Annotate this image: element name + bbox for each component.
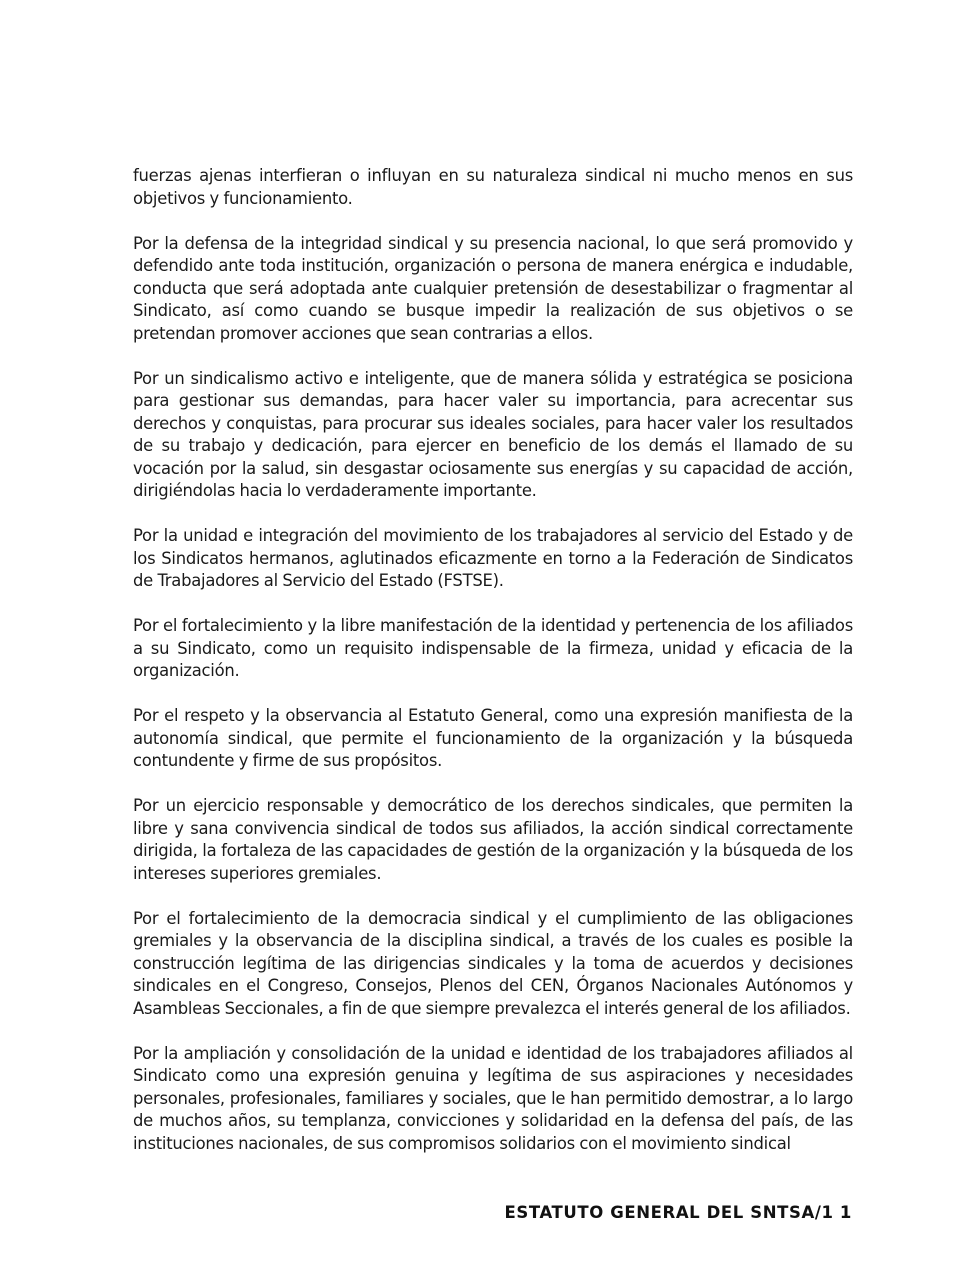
paragraph: Por la ampliación y consolidación de la unidad e identidad de los trabajadores afiliados al Sindicato como una expresión genuina y legítima de sus aspiraciones y necesidades personales, profesionales, familiares y sociales, que le han permitido demostrar, a lo largo de muchos años, su templanza, convicciones y solidaridad en la defensa del país, de las instituciones nacionales, de sus compromisos solidarios con el movimiento sindical bbox=[133, 1043, 853, 1153]
paragraph: Por el respeto y la observancia al Estatuto General, como una expresión manifiesta de la autonomía sindical, que permite el funcionamiento de la organización y la búsqueda contundente y firme de sus propósitos. bbox=[133, 706, 853, 770]
paragraph: Por la defensa de la integridad sindical y su presencia nacional, lo que será promovido y defendido ante toda institución, organización o persona de manera enérgica e indudable, conducta que será adoptada ante cualquier pretensión de desestabilizar o fragmentar al Sindicato, así como cuando se busque impedir la realización de sus objetivos o se pretendan promover acciones que sean contrarias a ellos. bbox=[133, 233, 853, 343]
paragraph: Por un sindicalismo activo e inteligente, que de manera sólida y estratégica se posiciona para gestionar sus demandas, para hacer valer su importancia, para acrecentar sus derechos y conquistas, para procurar sus ideales sociales, para hacer valer los resultados de su trabajo y dedicación, para ejercer en beneficio de los demás el llamado de su vocación por la salud, sin desgastar ociosamente sus energías y su capacidad de acción, dirigiéndolas hacia lo verdaderamente importante. bbox=[133, 368, 853, 500]
paragraph: fuerzas ajenas interfieran o influyan en su naturaleza sindical ni mucho menos en sus objetivos y funcionamiento. bbox=[133, 166, 853, 208]
paragraph: Por un ejercicio responsable y democrático de los derechos sindicales, que permiten la libre y sana convivencia sindical de todos sus afiliados, la acción sindical correctamente dirigida, la fortaleza de las capacidades de gestión de la organización y la búsqueda de los intereses superiores gremiales. bbox=[133, 796, 853, 883]
paragraph: Por el fortalecimiento de la democracia sindical y el cumplimiento de las obligaciones gremiales y la observancia de la disciplina sindical, a través de los cuales es posible la construcción legítima de las dirigencias sindicales y la toma de acuerdos y decisiones sindicales en el Congreso, Consejos, Plenos del CEN, Órganos Nacionales Autónomos y Asambleas Seccionales, a fin de que siempre prevalezca el interés general de los afiliados. bbox=[133, 908, 853, 1018]
document-body bbox=[133, 165, 853, 1178]
paragraph: Por el fortalecimiento y la libre manifestación de la identidad y pertenencia de los afiliados a su Sindicato, como un requisito indispensable de la firmeza, unidad y eficacia de la organización. bbox=[133, 616, 853, 680]
page-footer: ESTATUTO GENERAL DEL SNTSA/1 1 bbox=[504, 1203, 852, 1222]
paragraph: Por la unidad e integración del movimiento de los trabajadores al servicio del Estado y de los Sindicatos hermanos, aglutinados eficazmente en torno a la Federación de Sindicatos de Trabajadores al Servicio del Estado (FSTSE). bbox=[133, 526, 853, 590]
